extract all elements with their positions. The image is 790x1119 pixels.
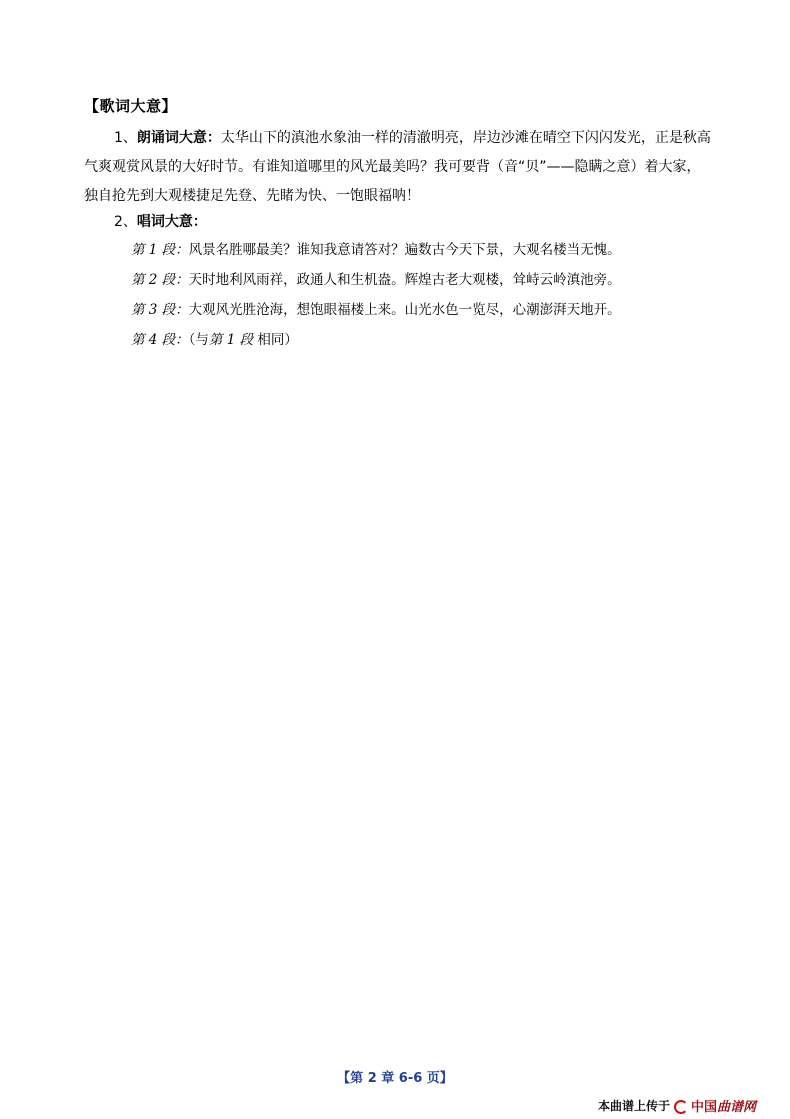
upload-credit [598, 1096, 756, 1115]
page-footer: 【第 2 章 6-6 页】 [337, 1071, 453, 1086]
verse-text: 风景名胜哪最美？谁知我意请答对？遍数古今天下景，大观名楼当无愧。 [188, 242, 621, 258]
verse-label: 第 4 段： [131, 332, 189, 348]
verse-text: 大观风光胜沧海，想饱眼福楼上来。山光水色一览尽，心潮澎湃天地开。 [188, 302, 621, 318]
verse-label: 第 1 段： [131, 242, 189, 258]
site-logo [691, 1096, 756, 1115]
recitation-label: 朗诵词大意： [136, 130, 221, 146]
upload-text: 本曲谱上传于 [598, 1099, 671, 1113]
verse-text-post: 相同） [253, 332, 298, 348]
recitation-paragraph [84, 124, 714, 211]
verse-list [131, 240, 621, 360]
verse-reference: 第 1 段 [208, 332, 254, 348]
verse-1 [131, 240, 621, 270]
site-logo-accent: 曲谱网 [717, 1100, 757, 1115]
lyrics-label: 唱词大意： [136, 214, 207, 230]
section-title: 【歌词大意】 [84, 97, 178, 115]
lyrics-number: 2、 [114, 214, 137, 230]
recitation-text: 太华山下的滇池水象油一样的清澈明亮，岸边沙滩在晴空下闪闪发光，正是秋高气爽观赏风景的大好时节。有谁知道哪里的风光最美吗？我可要背（音“贝”——隐瞒之意）着大家，独自抢先到大观楼捷足先登、先睹为快、一饱眼福呐！ [84, 130, 711, 204]
site-logo-icon [674, 1099, 688, 1113]
verse-text: 天时地利风雨祥，政通人和生机盎。辉煌古老大观楼，耸峙云岭滇池旁。 [188, 272, 621, 288]
site-logo-main: 中国 [691, 1100, 718, 1115]
verse-label: 第 2 段： [131, 272, 189, 288]
verse-text-pre: （与 [188, 332, 209, 348]
verse-4 [131, 330, 621, 360]
verse-2 [131, 270, 621, 300]
verse-3 [131, 300, 621, 330]
verse-label: 第 3 段： [131, 302, 189, 318]
recitation-number: 1、 [114, 130, 137, 146]
lyrics-heading [114, 212, 207, 232]
